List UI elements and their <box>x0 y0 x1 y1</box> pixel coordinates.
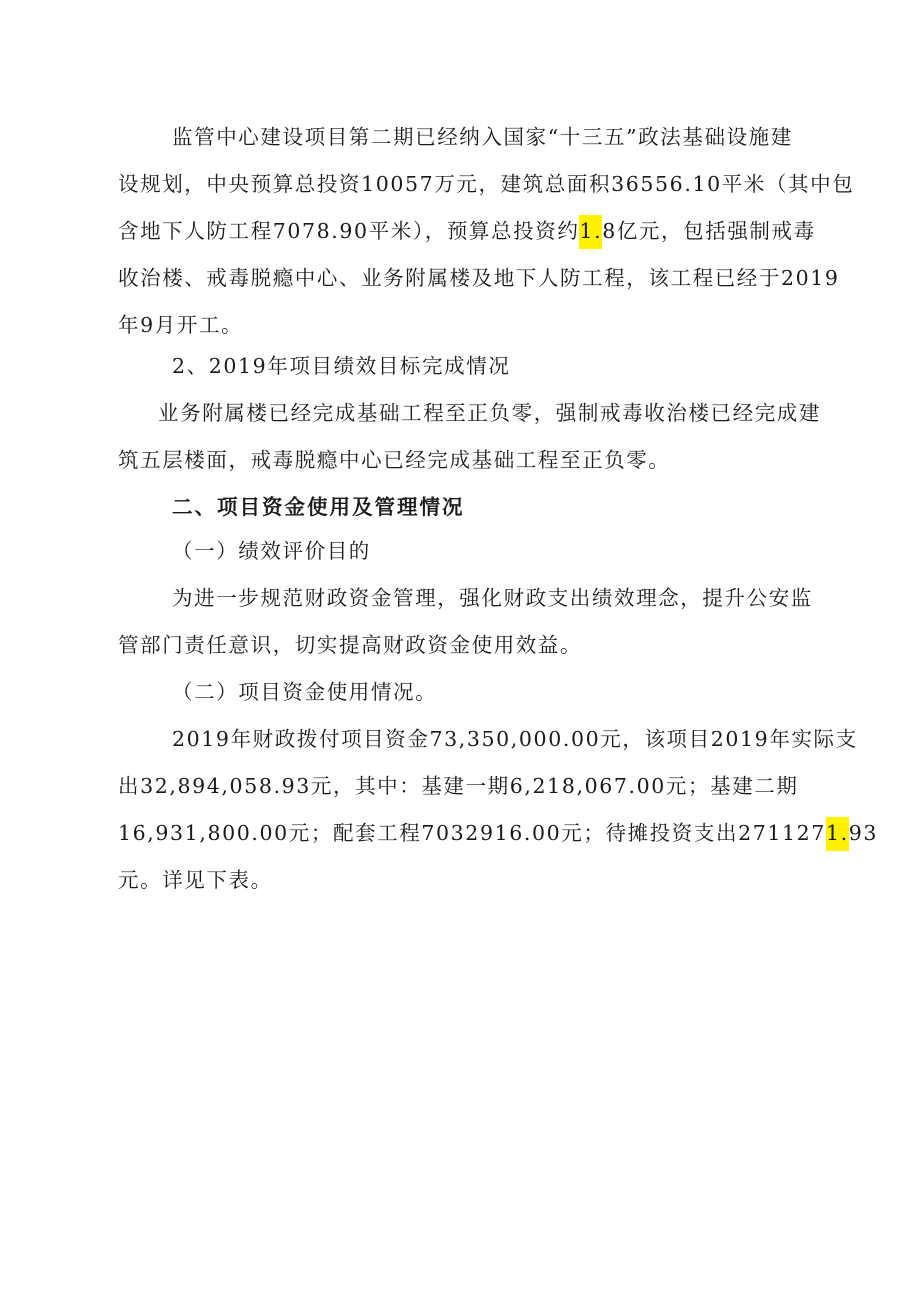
highlighted-text: 1. <box>579 215 602 249</box>
paragraph-4-line-3 <box>118 818 878 848</box>
paragraph-4-line-1: 2019年财政拨付项目资金73,350,000.00元，该项目2019年实际支 <box>172 727 858 751</box>
paragraph-4-line-3-text-a: 16,931,800.00元；配套工程7032916.00元；待摊投资支出271127 <box>118 821 826 845</box>
paragraph-1-line-4: 收治楼、戒毒脱瘾中心、业务附属楼及地下人防工程，该工程已经于2019 <box>118 266 840 290</box>
paragraph-1-line-3-text-b: 8亿元，包括强制戒毒 <box>602 219 816 243</box>
paragraph-4-line-3-text-b: 93 <box>848 821 878 845</box>
subsection-1-title: （一）绩效评价目的 <box>172 539 371 563</box>
section-2-heading: 二、项目资金使用及管理情况 <box>172 495 465 519</box>
paragraph-1-line-3 <box>118 216 816 246</box>
paragraph-1-line-1: 监管中心建设项目第二期已经纳入国家“十三五”政法基础设施建 <box>172 125 793 149</box>
highlighted-text: 1. <box>826 817 849 851</box>
paragraph-2-line-2: 筑五层楼面，戒毒脱瘾中心已经完成基础工程至正负零。 <box>118 448 671 472</box>
paragraph-1-line-5: 年9月开工。 <box>118 313 244 337</box>
paragraph-3-line-1: 为进一步规范财政资金管理，强化财政支出绩效理念，提升公安监 <box>172 586 813 610</box>
paragraph-2-line-1: 业务附属楼已经完成基础工程至正负零，强制戒毒收治楼已经完成建 <box>158 401 821 425</box>
item-2-title: 2、2019年项目绩效目标完成情况 <box>172 354 511 378</box>
paragraph-1-line-2: 设规划，中央预算总投资10057万元，建筑总面积36556.10平米（其中包 <box>118 172 855 196</box>
paragraph-1-line-3-text-a: 含地下人防工程7078.90平米），预算总投资约 <box>118 219 580 243</box>
paragraph-4-line-4: 元。详见下表。 <box>118 868 273 892</box>
subsection-2-title: （二）项目资金使用情况。 <box>172 680 438 704</box>
paragraph-3-line-2: 管部门责任意识，切实提高财政资金使用效益。 <box>118 633 583 657</box>
paragraph-4-line-2: 出32,894,058.93元，其中：基建一期6,218,067.00元；基建二期 <box>118 774 799 798</box>
